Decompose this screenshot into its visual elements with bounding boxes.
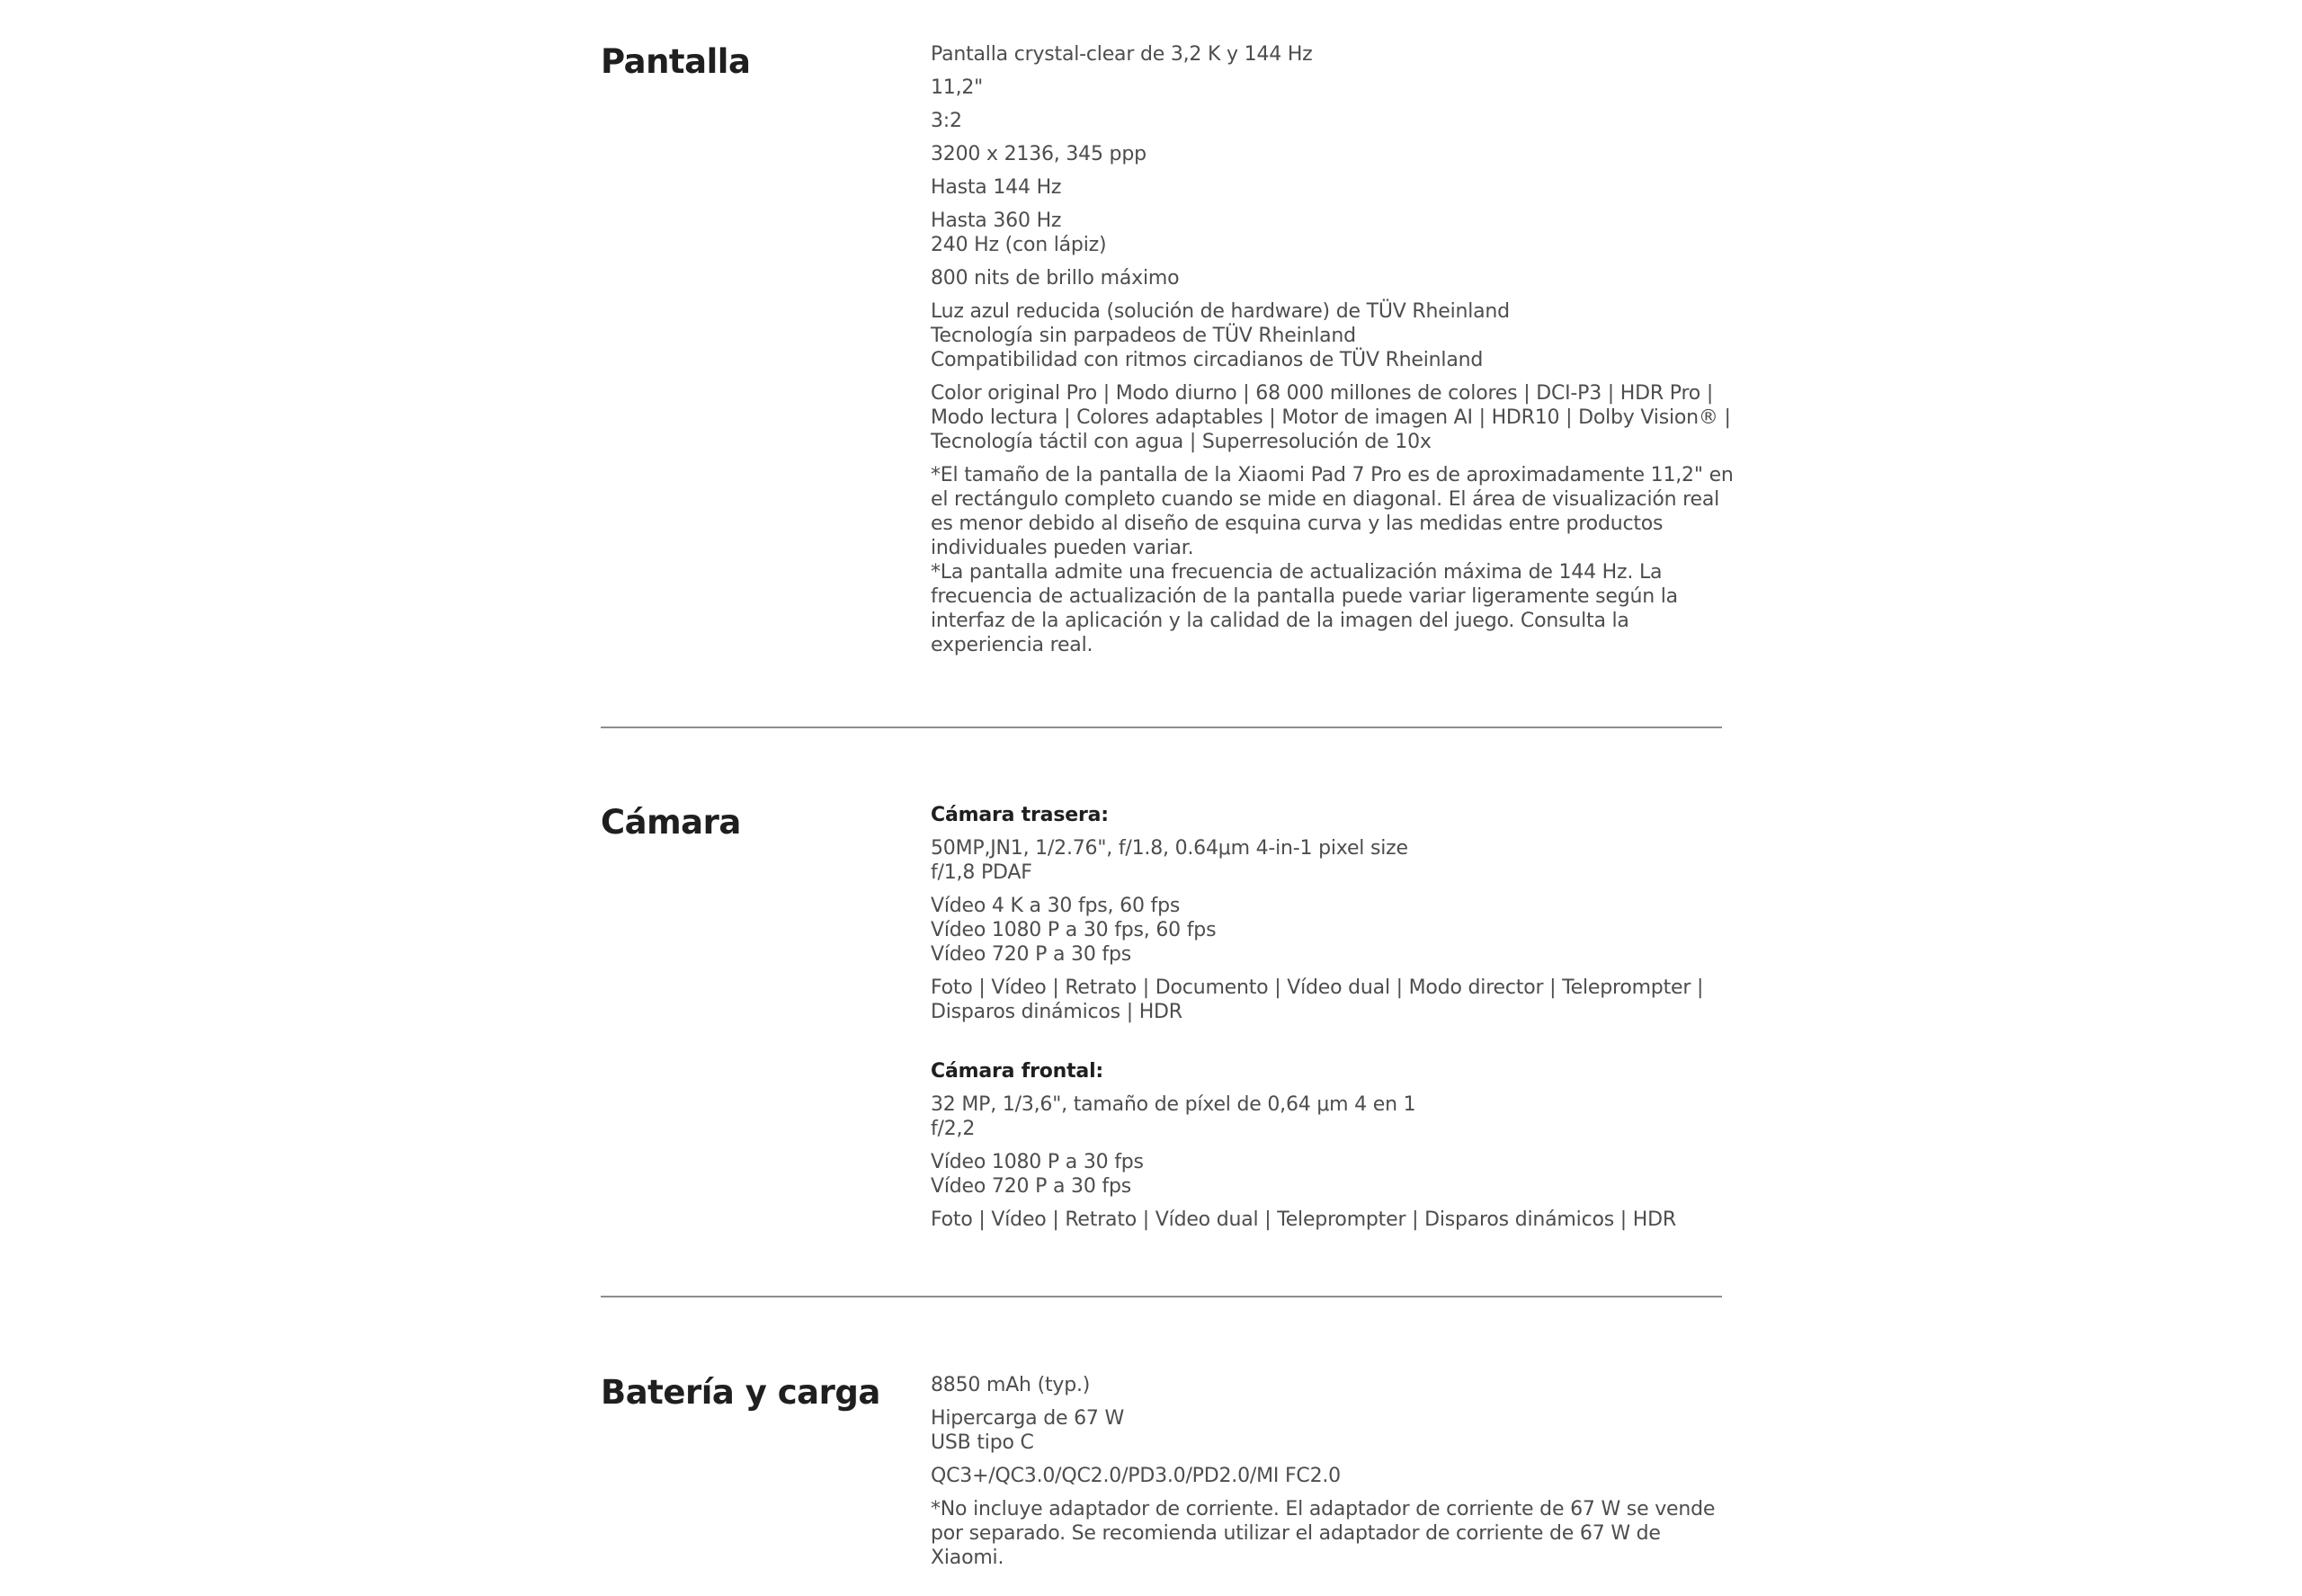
spec-group	[931, 209, 1704, 257]
spec-line: 3200 x 2136, 345 ppp	[931, 143, 1147, 165]
spec-line: individuales pueden variar.	[931, 537, 1194, 559]
spec-group	[931, 1373, 1704, 1397]
spec-line: el rectángulo completo cuando se mide en diagonal. El área de visualización real	[931, 488, 1720, 511]
spec-group	[931, 381, 1731, 454]
spec-line: Foto | Vídeo | Retrato | Vídeo dual | Teleprompter | Disparos dinámicos | HDR	[931, 1208, 1676, 1231]
spec-line: Pantalla crystal-clear de 3,2 K y 144 Hz	[931, 43, 1313, 66]
spec-group	[931, 894, 1704, 967]
spec-list-camara	[931, 803, 1704, 1241]
spec-group	[931, 1092, 1704, 1141]
spec-line: 11,2"	[931, 76, 984, 99]
spec-line: Vídeo 720 P a 30 fps	[931, 1175, 1131, 1198]
spec-line: Foto | Vídeo | Retrato | Documento | Vídeo dual | Modo director | Teleprompter |	[931, 976, 1704, 999]
spec-line: 32 MP, 1/3,6", tamaño de píxel de 0,64 μm 4 en 1	[931, 1093, 1416, 1116]
spec-line: por separado. Se recomienda utilizar el adaptador de corriente de 67 W de	[931, 1522, 1661, 1545]
spacer	[931, 1033, 1704, 1059]
spec-line: Xiaomi.	[931, 1547, 1004, 1569]
spec-line: frecuencia de actualización de la pantalla puede variar ligeramente según la	[931, 585, 1678, 608]
spec-line: Tecnología sin parpadeos de TÜV Rheinland	[931, 325, 1356, 347]
spec-line: 3:2	[931, 110, 962, 132]
section-title-bateria: Batería y carga	[601, 1373, 880, 1412]
spec-line: 50MP,JN1, 1/2.76", f/1.8, 0.64μm 4-in-1 pixel size	[931, 837, 1408, 860]
spec-line: Disparos dinámicos | HDR	[931, 1001, 1182, 1023]
spec-line: *La pantalla admite una frecuencia de actualización máxima de 144 Hz. La	[931, 561, 1663, 584]
spec-list-bateria	[931, 1373, 1716, 1579]
spec-line: USB tipo C	[931, 1431, 1034, 1454]
spec-line: Color original Pro | Modo diurno | 68 000 millones de colores | DCI-P3 | HDR Pro |	[931, 382, 1714, 405]
spec-line: Hasta 360 Hz	[931, 210, 1062, 232]
spec-group	[931, 836, 1704, 885]
spec-line: Vídeo 720 P a 30 fps	[931, 943, 1131, 966]
spec-group	[931, 1208, 1704, 1232]
spec-group	[931, 299, 1704, 372]
spec-line: *No incluye adaptador de corriente. El adaptador de corriente de 67 W se vende	[931, 1498, 1716, 1520]
spec-line: Tecnología táctil con agua | Superresolución de 10x	[931, 431, 1432, 453]
spec-group	[931, 1497, 1716, 1570]
spec-line: f/2,2	[931, 1118, 976, 1140]
spec-group	[931, 976, 1704, 1024]
spec-line: *El tamaño de la pantalla de la Xiaomi Pad 7 Pro es de aproximadamente 11,2" en	[931, 464, 1734, 486]
section-divider	[601, 727, 1722, 728]
spec-group	[931, 1464, 1704, 1488]
section-divider	[601, 1296, 1722, 1297]
spec-line: Vídeo 4 K a 30 fps, 60 fps	[931, 895, 1181, 917]
spec-line: Luz azul reducida (solución de hardware) de TÜV Rheinland	[931, 300, 1510, 323]
spec-line: Hasta 144 Hz	[931, 176, 1062, 199]
spec-line: QC3+/QC3.0/QC2.0/PD3.0/PD2.0/MI FC2.0	[931, 1465, 1341, 1487]
spec-line: f/1,8 PDAF	[931, 861, 1032, 884]
spec-line: interfaz de la aplicación y la calidad de la imagen del juego. Consulta la	[931, 610, 1629, 632]
spec-line: Hipercarga de 67 W	[931, 1407, 1125, 1430]
section-title-camara: Cámara	[601, 803, 741, 842]
spec-line: experiencia real.	[931, 634, 1093, 656]
spec-line: Vídeo 1080 P a 30 fps, 60 fps	[931, 919, 1217, 941]
spec-group	[931, 109, 1704, 133]
subheading-front-camera: Cámara frontal:	[931, 1060, 1104, 1083]
spec-line: Vídeo 1080 P a 30 fps	[931, 1151, 1144, 1173]
spec-group	[931, 142, 1704, 166]
spec-line: es menor debido al diseño de esquina curva y las medidas entre productos	[931, 513, 1664, 535]
spec-group	[931, 1406, 1704, 1455]
spec-group	[931, 463, 1734, 657]
section-title-pantalla: Pantalla	[601, 42, 751, 81]
spec-group	[931, 175, 1704, 200]
spec-line: Compatibilidad con ritmos circadianos de TÜV Rheinland	[931, 349, 1484, 371]
spec-line: 240 Hz (con lápiz)	[931, 234, 1107, 256]
spec-line: Modo lectura | Colores adaptables | Motor de imagen AI | HDR10 | Dolby Vision® |	[931, 406, 1731, 429]
spec-line: 8850 mAh (typ.)	[931, 1374, 1091, 1396]
spec-group	[931, 76, 1704, 100]
spec-group	[931, 266, 1704, 290]
spec-group	[931, 42, 1704, 67]
spec-line: 800 nits de brillo máximo	[931, 267, 1180, 290]
subheading-rear-camera: Cámara trasera:	[931, 804, 1109, 826]
spec-list-pantalla	[931, 42, 1734, 666]
spec-group	[931, 1150, 1704, 1199]
